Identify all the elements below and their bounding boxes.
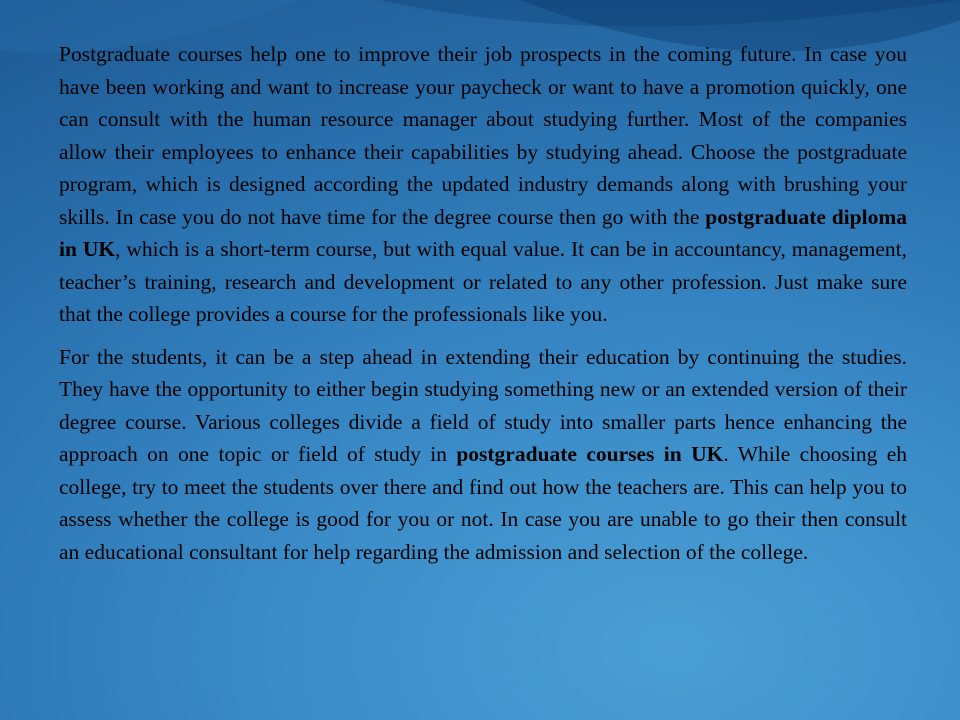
paragraph-1-text-start: Postgraduate courses help one to improve their job prospects in the coming future. In case you have been working and want to increase your paycheck or want to have a promotion quickly, one can consult with the human resource manager about studying further. Most of the companies allow their employees to enhance their capabilities by studying ahead. Choose the postgraduate program, which is designed according the updated industry demands along with brushing your skills. In case you do not have time for the degree course then go with the: [59, 42, 907, 229]
link-postgraduate-courses: postgraduate courses in UK: [456, 442, 724, 466]
paragraph-1-text-end: , which is a short-term course, but with equal value. It can be in accountancy, management, teacher’s training, research and development or related to any other profession. Just make sure that the college provides a course for the professionals like you.: [59, 237, 908, 326]
paragraph-2-text-end: . While choosing eh college, try to meet the students over there and find out how the teachers are. This can help you to assess whether the college is good for you or not. In case you are unable to go their then consult an educational consultant for help regarding the admission and selection of the college.: [59, 442, 907, 564]
paragraph-1: [59, 38, 907, 331]
paragraph-2-text-start: For the students, it can be a step ahead in extending their education by continuing the studies. They have the opportunity to either begin studying something new or an extended version of their degree course. Various colleges divide a field of study into smaller parts hence enhancing the approach on one topic or field of study in: [59, 344, 907, 466]
link-postgraduate-diploma: postgraduate diploma in UK: [59, 204, 907, 261]
paragraph-2: [59, 341, 907, 569]
slide-body-text: [59, 38, 907, 578]
